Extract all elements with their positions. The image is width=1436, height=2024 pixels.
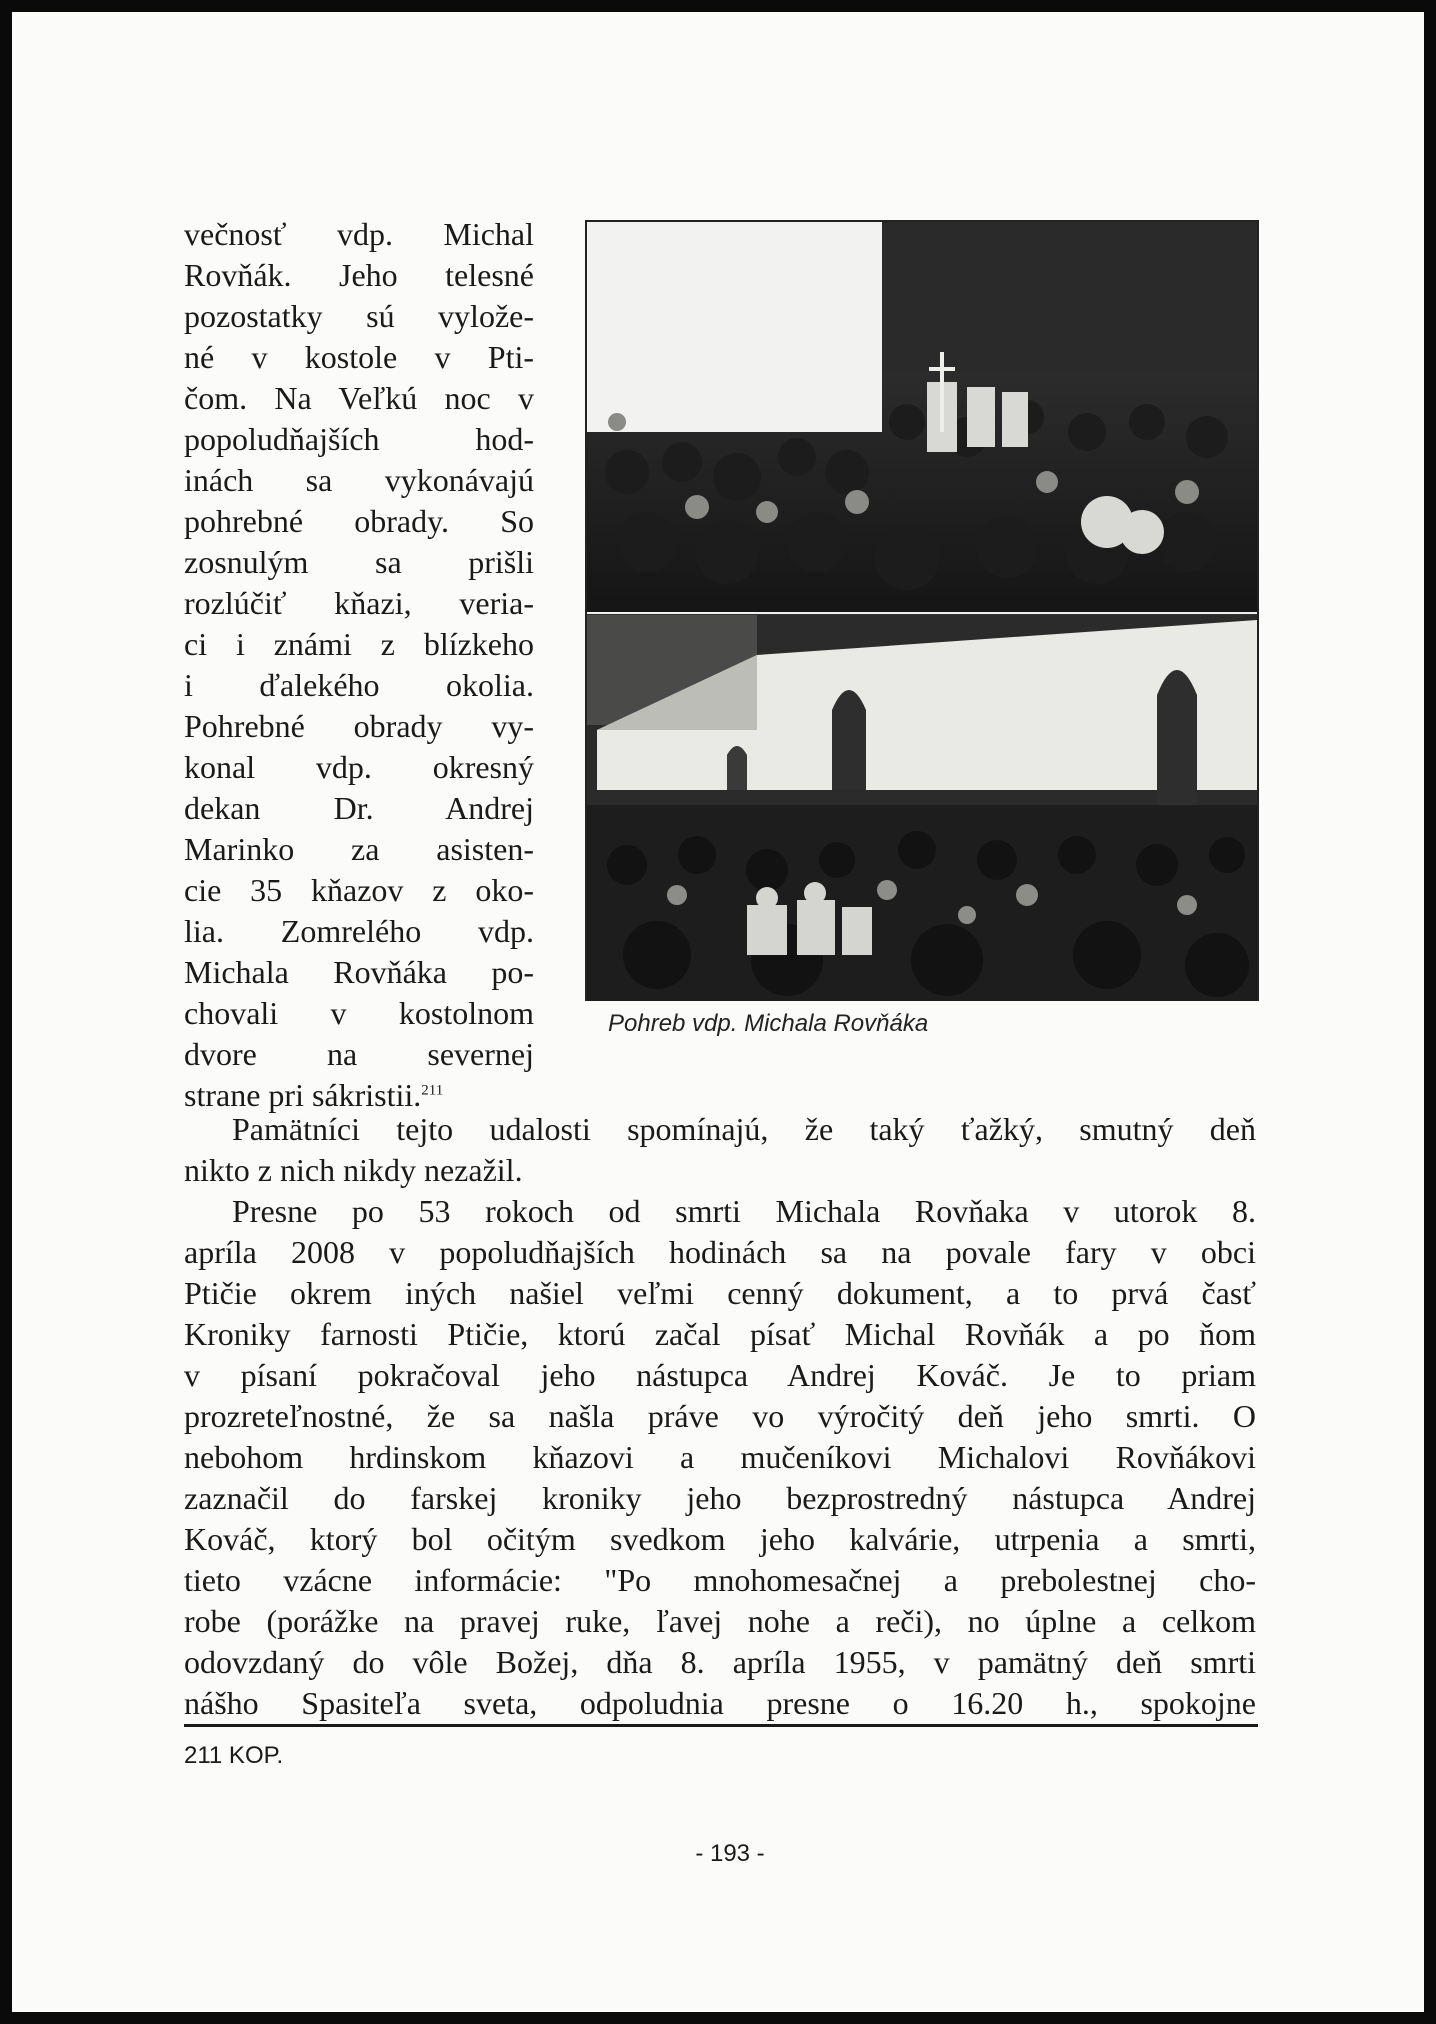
text-line: Marinko za asisten- (184, 831, 534, 867)
text-line: cie 35 kňazov z oko- (184, 872, 534, 908)
text-line: Rovňák. Jeho telesné (184, 257, 534, 293)
text-line: prozreteľnostné, že sa našla práve vo výročitý deň jeho smrti. O (184, 1398, 1256, 1434)
text-line: inách sa vykonávajú (184, 462, 534, 498)
church-crowd-photo-image (587, 615, 1257, 1001)
text-line: konal vdp. okresný (184, 749, 534, 785)
text-line: né v kostole v Pti- (184, 339, 534, 375)
text-line: Kováč, ktorý bol očitým svedkom jeho kalvárie, utrpenia a smrti, (184, 1521, 1256, 1557)
text-line: i ďalekého okolia. (184, 667, 534, 703)
text-line: dvore na severnej (184, 1036, 534, 1072)
funeral-crowd-photo-top (587, 222, 1257, 614)
paragraph-2 (184, 1191, 1256, 1724)
text-line: apríla 2008 v popoludňajších hodinách sa na povale fary v obci (184, 1234, 1256, 1270)
left-column-text (184, 214, 534, 1116)
footnote-reference: 211 (421, 1082, 444, 1099)
figure-caption: Pohreb vdp. Michala Rovňáka (608, 1010, 929, 1037)
text-line: pozostatky sú vylože- (184, 298, 534, 334)
text-line: strane pri sákristii. (184, 1077, 422, 1113)
text-line: Presne po 53 rokoch od smrti Michala Rovňaka v utorok 8. (232, 1193, 1256, 1229)
crowd-photo-image (587, 222, 1257, 612)
text-line: tieto vzácne informácie: "Po mnohomesačnej a prebolestnej cho- (184, 1562, 1256, 1598)
text-line: dekan Dr. Andrej (184, 790, 534, 826)
text-line: čom. Na Veľkú noc v (184, 380, 534, 416)
text-line: odovzdaný do vôle Božej, dňa 8. apríla 1955, v pamätný deň smrti (184, 1644, 1256, 1680)
text-line: lia. Zomrelého vdp. (184, 913, 534, 949)
text-line: nikto z nich nikdy nezažil. (184, 1152, 523, 1188)
text-line: chovali v kostolnom (184, 995, 534, 1031)
text-line: zaznačil do farskej kroniky jeho bezprostredný nástupca Andrej (184, 1480, 1256, 1516)
text-line: Pohrebné obrady vy- (184, 708, 534, 744)
text-line: zosnulým sa prišli (184, 544, 534, 580)
text-line: v písaní pokračoval jeho nástupca Andrej Kováč. Je to priam (184, 1357, 1256, 1393)
text-line: Pamätníci tejto udalosti spomínajú, že taký ťažký, smutný deň (232, 1111, 1256, 1147)
text-line: robe (porážke na pravej ruke, ľavej nohe a reči), no úplne a celkom (184, 1603, 1256, 1639)
text-line: rozlúčiť kňazi, veria- (184, 585, 534, 621)
text-line: večnosť vdp. Michal (184, 216, 534, 252)
text-line: nášho Spasiteľa sveta, odpoludnia presne o 16.20 h., spokojne (184, 1685, 1256, 1721)
funeral-photo-figure (585, 220, 1259, 1001)
text-line: pohrebné obrady. So (184, 503, 534, 539)
paragraph-1 (184, 1109, 1256, 1191)
text-line: Kroniky farnosti Ptičie, ktorú začal písať Michal Rovňák a po ňom (184, 1316, 1256, 1352)
footnote: 211 KOP. (184, 1742, 284, 1769)
footnote-divider (184, 1724, 1258, 1727)
text-line: ci i známi z blízkeho (184, 626, 534, 662)
text-line: Ptičie okrem iných našiel veľmi cenný dokument, a to prvá časť (184, 1275, 1256, 1311)
funeral-crowd-photo-bottom (587, 615, 1257, 1001)
text-line: nebohom hrdinskom kňazovi a mučeníkovi Michalovi Rovňákovi (184, 1439, 1256, 1475)
text-line: popoludňajších hod- (184, 421, 534, 457)
text-line: Michala Rovňáka po- (184, 954, 534, 990)
page-number: - 193 - (695, 1840, 765, 1867)
